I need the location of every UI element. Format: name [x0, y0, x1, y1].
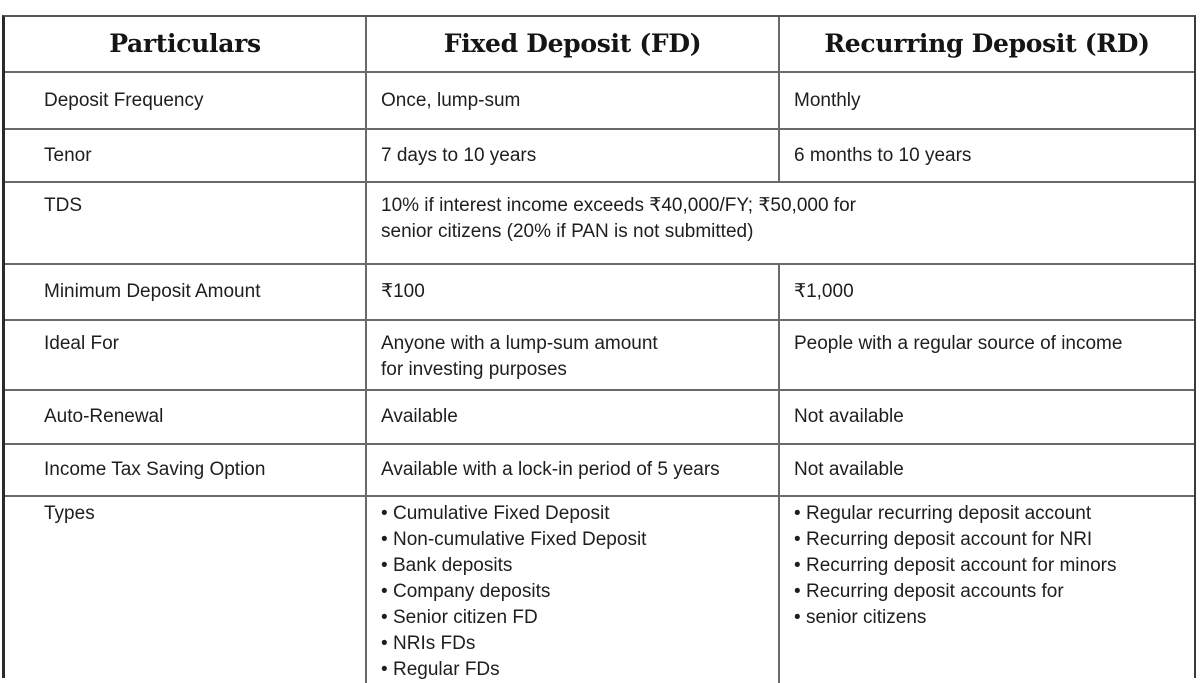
fd-line-1: Anyone with a lump-sum amount: [381, 333, 658, 354]
header-fixed-deposit: Fixed Deposit (FD): [365, 17, 778, 71]
fd-value: [365, 321, 778, 389]
row-label: Tenor: [44, 144, 92, 166]
row-label: Ideal For: [44, 333, 119, 354]
fd-line-2: for investing purposes: [381, 359, 567, 380]
fd-value: 7 days to 10 years: [365, 130, 778, 181]
fd-value: Available with a lock-in period of 5 years: [365, 445, 778, 495]
rd-value: Not available: [778, 391, 1194, 443]
fd-value: Once, lump-sum: [365, 73, 778, 128]
rd-types-list: [778, 497, 1194, 683]
tds-shared-value: [365, 183, 1194, 263]
table-row-tds: [5, 183, 1194, 265]
header-recurring-deposit: Recurring Deposit (RD): [778, 17, 1194, 71]
list-item: • NRIs FDs: [381, 631, 764, 657]
table-row-types: [5, 497, 1194, 678]
tds-line-1: 10% if interest income exceeds ₹40,000/FY; ₹50,000 for: [381, 195, 856, 216]
table-header-row: [5, 17, 1194, 73]
table-row-minimum-deposit: [5, 265, 1194, 321]
list-item: • Recurring deposit accounts for: [794, 579, 1180, 605]
list-item: • Bank deposits: [381, 553, 764, 579]
table-row-auto-renewal: [5, 391, 1194, 445]
fd-vs-rd-comparison-table: [2, 15, 1196, 678]
list-item: • Regular recurring deposit account: [794, 501, 1180, 527]
rd-value: People with a regular source of income: [778, 321, 1194, 389]
row-label: Auto-Renewal: [44, 406, 164, 427]
row-label: Minimum Deposit Amount: [44, 281, 261, 302]
fd-value: Available: [365, 391, 778, 443]
row-label: Types: [44, 503, 95, 524]
list-item: • Non-cumulative Fixed Deposit: [381, 527, 764, 553]
list-item: • Recurring deposit account for NRI: [794, 527, 1180, 553]
header-particulars: Particulars: [109, 29, 261, 58]
row-label: Income Tax Saving Option: [44, 459, 266, 480]
tds-line-2: senior citizens (20% if PAN is not submitted): [381, 221, 754, 242]
list-item-continuation-text: senior citizens: [806, 607, 927, 628]
row-label: TDS: [44, 195, 82, 216]
fd-value: ₹100: [365, 265, 778, 319]
table-row-deposit-frequency: [5, 73, 1194, 130]
rd-value: 6 months to 10 years: [778, 130, 1194, 181]
table-row-tax-saving: [5, 445, 1194, 497]
list-item: • Regular FDs: [381, 657, 764, 683]
list-item: • Cumulative Fixed Deposit: [381, 501, 764, 527]
table-row-tenor: [5, 130, 1194, 183]
row-label: Deposit Frequency: [44, 89, 204, 111]
rd-value: ₹1,000: [778, 265, 1194, 319]
rd-value: Monthly: [778, 73, 1194, 128]
list-item: • Recurring deposit account for minors: [794, 553, 1180, 579]
list-item-continuation: [794, 605, 1180, 631]
list-item: • Senior citizen FD: [381, 605, 764, 631]
list-item: • Company deposits: [381, 579, 764, 605]
rd-value: Not available: [778, 445, 1194, 495]
fd-types-list: [365, 497, 778, 683]
table-row-ideal-for: [5, 321, 1194, 391]
